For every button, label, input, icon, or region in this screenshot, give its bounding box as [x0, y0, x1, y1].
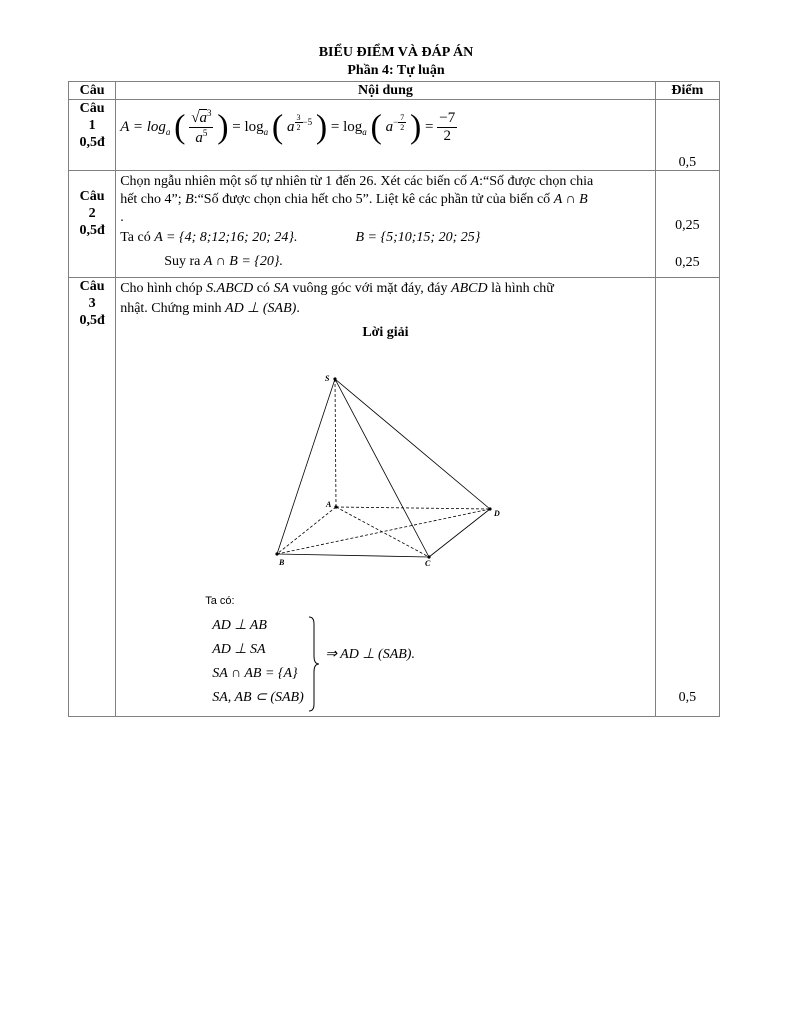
- q2-sets: [120, 229, 650, 247]
- header-content: Nội dung: [116, 82, 655, 100]
- q3-sa: SA: [273, 281, 289, 296]
- q3-text-2: có: [256, 281, 270, 296]
- q1-pow-base-3: a: [385, 118, 394, 135]
- question-2-row: [69, 171, 720, 278]
- q1-points: 0,5: [678, 155, 697, 170]
- q1-frac1-num: $√a^3$: [191, 108, 212, 126]
- question-label-score: 0,5đ: [79, 135, 105, 150]
- q2-line1: [120, 173, 650, 191]
- question-2-content: [116, 171, 655, 278]
- q3-conclusion: ⇒ AD ⊥ (SAB).: [325, 647, 415, 662]
- q1-paren-open-3: (: [370, 108, 382, 146]
- q1-exp3-frac: [398, 113, 406, 132]
- vertex-b: [276, 552, 279, 555]
- q2-a-text: :“Số được chọn chia: [479, 174, 594, 189]
- q1-pow-base: a: [287, 118, 295, 135]
- question-3-label: [69, 278, 116, 717]
- q2-var-a: A: [470, 174, 480, 189]
- vertex-s: [334, 377, 337, 380]
- question-3-points: [655, 278, 719, 717]
- q3-statement: [120, 278, 650, 319]
- label-b: B: [279, 558, 285, 567]
- edge-sd: [335, 379, 490, 509]
- label-s: S: [325, 374, 330, 383]
- q3-eq1: AD ⊥ AB: [212, 618, 267, 633]
- q2-line1-text: Chọn ngẫu nhiên một số tự nhiên từ 1 đến 26. Xét các biến cố: [120, 174, 468, 189]
- q1-exp2-rest: −5: [302, 116, 313, 127]
- question-label-number: 2: [88, 206, 96, 221]
- pyramid-figure: [120, 373, 648, 573]
- edge-sb: [277, 379, 335, 554]
- vertex-d: [489, 507, 492, 510]
- question-label-word: Câu: [79, 279, 105, 294]
- q2-conclusion: [120, 253, 650, 271]
- question-2-points: [655, 171, 719, 278]
- q3-eq3: SA ∩ AB = {A}: [212, 666, 298, 681]
- edge-sa: [335, 379, 336, 507]
- question-3-content: [116, 278, 655, 717]
- q1-exp3-num: 7: [400, 113, 405, 123]
- q3-abcd: ABCD: [451, 281, 488, 296]
- header-row: [69, 82, 720, 100]
- q2-var-b: B: [185, 192, 194, 207]
- q2-taco: Ta có: [120, 230, 151, 245]
- q1-frac1-den: [189, 128, 213, 147]
- q1-mid: = log: [232, 118, 264, 135]
- q2-dot: .: [120, 210, 124, 225]
- label-a: A: [326, 500, 332, 509]
- q1-exp2: [295, 113, 313, 133]
- question-3-row: [69, 278, 720, 717]
- q3-text-4: là hình chữ: [491, 281, 554, 296]
- q1-exp3: [393, 113, 406, 133]
- edge-sc: [335, 379, 429, 557]
- q1-result-den: 2: [443, 128, 451, 144]
- q3-eq2: AD ⊥ SA: [212, 642, 266, 657]
- q2-points-1: 0,25: [675, 218, 700, 233]
- q1-paren-close-3: ): [409, 108, 422, 146]
- q1-base-2: a: [263, 126, 269, 137]
- q3-sabcd: S.ABCD: [206, 281, 254, 296]
- q2-points-2: 0,25: [675, 255, 700, 270]
- q3-taco: Ta có:: [205, 595, 235, 607]
- question-1-label: [69, 100, 116, 171]
- q1-paren-open: (: [174, 108, 186, 146]
- document-title: BIỂU ĐIỂM VÀ ĐÁP ÁN: [318, 45, 474, 60]
- q1-paren-close-2: ): [315, 108, 328, 146]
- q1-base-3: a: [362, 126, 367, 137]
- system-brace: [307, 616, 321, 712]
- answer-table: [68, 81, 720, 717]
- q3-body: [120, 278, 650, 716]
- q1-result-num: −7: [439, 110, 456, 126]
- q3-eq4: SA, AB ⊂ (SAB): [212, 690, 304, 705]
- q3-system: [212, 614, 304, 710]
- question-1-row: [69, 100, 720, 171]
- question-label-number: 1: [88, 118, 96, 133]
- label-d: D: [494, 509, 500, 518]
- q2-b-text: :“Số được chọn chia hết cho 5”. Liệt kê các phần tử của biến cố: [193, 192, 551, 207]
- header-points: Điểm: [655, 82, 719, 100]
- question-1-content: [116, 100, 655, 171]
- q1-exp2-frac: [295, 113, 303, 132]
- edge-cd: [429, 509, 490, 557]
- q2-line2: [120, 191, 650, 209]
- q1-sqrt-base: a: [199, 110, 207, 126]
- q1-frac1: [189, 108, 213, 147]
- q1-exp2-den: 2: [296, 123, 301, 133]
- q1-exp3-sign: −: [393, 116, 399, 127]
- question-1-points: [655, 100, 719, 171]
- question-label-word: Câu: [79, 101, 105, 116]
- q3-text-3: vuông góc với mặt đáy, đáy: [292, 281, 448, 296]
- q1-base: a: [165, 126, 171, 137]
- question-label-score: 0,5đ: [79, 313, 105, 328]
- q3-dot: .: [296, 301, 300, 316]
- q3-solution-heading: Lời giải: [362, 325, 409, 340]
- edge-ad: [336, 507, 490, 509]
- q1-mid2: = log: [330, 118, 363, 135]
- q1-formula: [120, 100, 650, 164]
- q2-intersection: A ∩ B: [553, 192, 588, 207]
- q1-equals: =: [425, 118, 434, 135]
- q2-set-ab: A ∩ B = {20}.: [203, 254, 283, 269]
- q2-line2-text: hết cho 4”;: [120, 192, 182, 207]
- q2-set-a: A = {4; 8;12;16; 20; 24}.: [154, 230, 298, 245]
- q1-lhs: A = log: [120, 118, 166, 135]
- q1-den-base: a: [195, 130, 203, 146]
- q2-suyra: Suy ra: [164, 254, 201, 269]
- q3-text-5: nhật. Chứng minh: [120, 301, 222, 316]
- question-label-word: Câu: [79, 189, 105, 204]
- question-label-number: 3: [88, 296, 96, 311]
- q2-set-b: B = {5;10;15; 20; 25}: [355, 230, 481, 245]
- question-2-label: [69, 171, 116, 278]
- edge-bd: [277, 509, 490, 554]
- q1-paren-open-2: (: [271, 108, 284, 146]
- label-c: C: [425, 559, 431, 568]
- vertex-a: [335, 505, 338, 508]
- q1-sqrt-exp: 3: [206, 108, 212, 118]
- document-subtitle: Phần 4: Tự luận: [347, 63, 445, 78]
- edge-bc: [277, 554, 429, 557]
- q1-den-exp: 5: [202, 128, 208, 138]
- q1-paren-close: ): [217, 108, 229, 146]
- q3-points: 0,5: [678, 690, 697, 705]
- q3-text-1: Cho hình chóp: [120, 281, 203, 296]
- question-label-score: 0,5đ: [79, 223, 105, 238]
- edge-ab: [277, 507, 336, 554]
- q1-exp3-den: 2: [400, 123, 405, 133]
- q3-claim: AD ⊥ (SAB): [225, 301, 297, 316]
- q1-result: [437, 110, 457, 145]
- header-question: Câu: [69, 82, 116, 100]
- q1-exp2-num: 3: [296, 113, 301, 123]
